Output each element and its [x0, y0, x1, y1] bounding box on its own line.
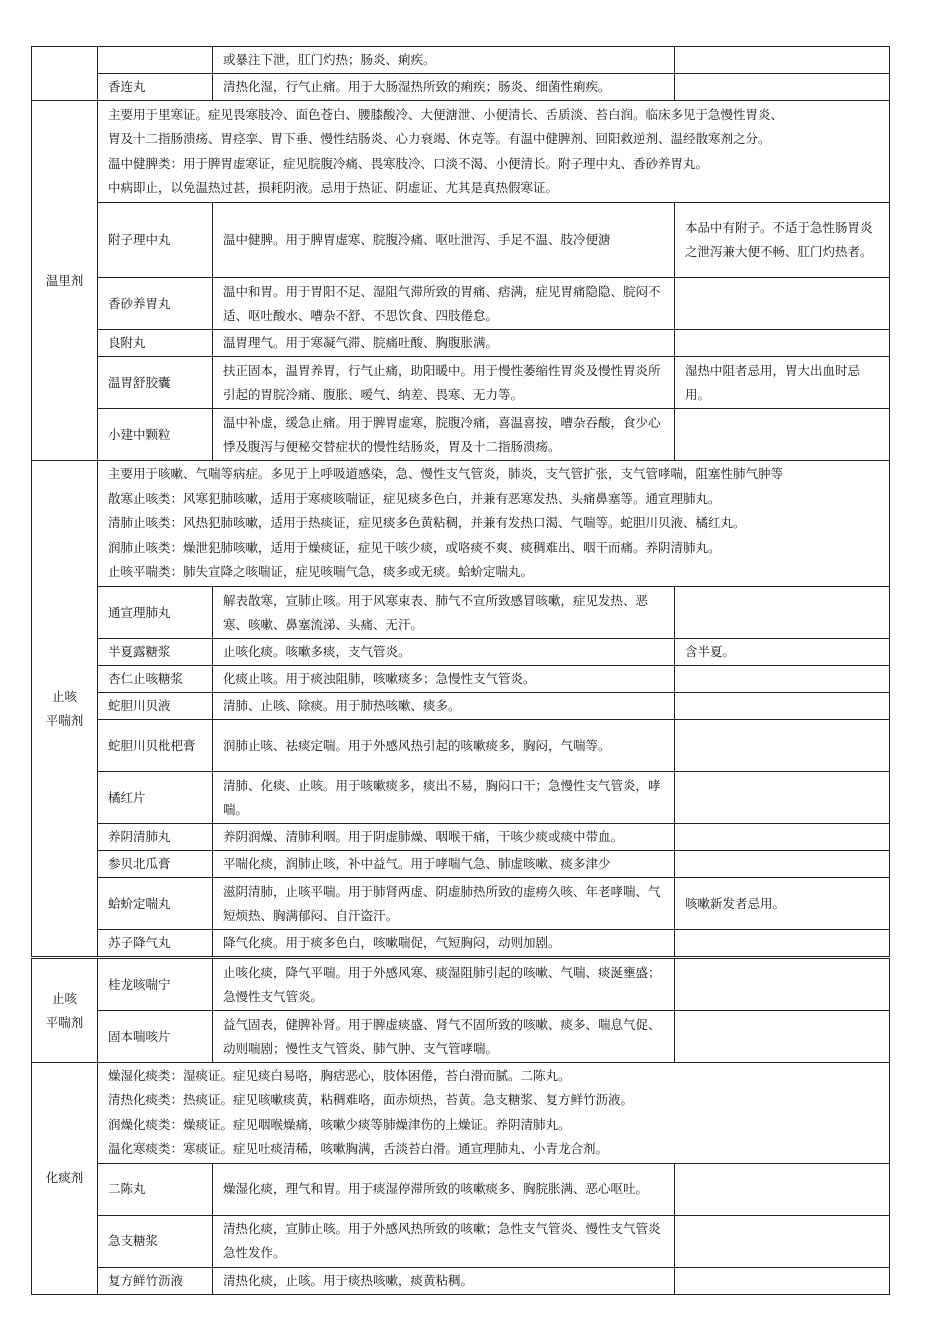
- category-label-line: 平喘剂: [45, 712, 84, 728]
- drug-desc: 温中补虚，缓急止痛。用于脾胃虚寒，脘腹冷痛，喜温喜按，嘈杂吞酸，食少心悸及腹泻与便秘交替症状的慢性结肠炎，胃及十二指肠溃疡。: [213, 409, 675, 461]
- drug-name: 半夏露糖浆: [98, 639, 213, 666]
- intro-line: 主要用于里寒证。症见畏寒肢冷、面色苍白、腰膝酸冷、大便溏泄、小便清长、舌质淡、苔白润。临床多见于急慢性胃炎、: [108, 106, 784, 122]
- drug-note: [675, 278, 890, 330]
- drug-table-page2: [31, 958, 890, 1295]
- drug-desc: 清热化痰，宣肺止咳。用于外感风热所致的咳嗽；急性支气管炎、慢性支气管炎急性发作。: [213, 1215, 675, 1267]
- drug-desc: 养阴润燥、清肺利咽。用于阴虚肺燥、咽喉干痛，干咳少痰或痰中带血。: [213, 824, 675, 851]
- intro-row: [32, 1063, 890, 1164]
- drug-desc: 止咳化痰，降气平喘。用于外感风寒、痰湿阻肺引起的咳嗽、气喘、痰涎壅盛；急慢性支气管炎。: [213, 959, 675, 1011]
- drug-desc: 降气化痰。用于痰多色白，咳嗽喘促，气短胸闷，动则加剧。: [213, 930, 675, 957]
- drug-note: [675, 824, 890, 851]
- drug-name: 桂龙咳喘宁: [98, 959, 213, 1011]
- intro-line: 散寒止咳类：风寒犯肺咳嗽，适用于寒痰咳喘证，症见痰多色白，并兼有恶寒发热、头痛鼻塞等。通宣理肺丸。: [108, 490, 721, 506]
- category-label-line: 止咳: [51, 688, 77, 704]
- drug-desc: 或暴注下泄，肛门灼热；肠炎、痢疾。: [213, 47, 675, 74]
- intro-line: 止咳平喘类：肺失宣降之咳喘证，症见咳喘气急，痰多或无痰。蛤蚧定喘丸。: [108, 564, 534, 580]
- drug-name: 杏仁止咳糖浆: [98, 666, 213, 693]
- table-row: [32, 666, 890, 693]
- table-row: [32, 851, 890, 878]
- drug-desc: 滋阴清肺，止咳平喘。用于肺肾两虚、阴虚肺热所致的虚痨久咳、年老哮喘、气短烦热、胸满郁闷、自汗盗汗。: [213, 878, 675, 930]
- drug-name: 橘红片: [98, 772, 213, 824]
- drug-desc: 平喘化痰，润肺止咳，补中益气。用于哮喘气急、肺虚咳嗽、痰多津少: [213, 851, 675, 878]
- table-row: [32, 47, 890, 74]
- drug-name: 二陈丸: [98, 1163, 213, 1215]
- table-row: [32, 409, 890, 461]
- intro-line: 润肺止咳类：燥泄犯肺咳嗽，适用于燥痰证，症见干咳少痰，或咯痰不爽、痰稠难出、咽干而痛。养阴清肺丸。: [108, 539, 721, 555]
- table-row: [32, 587, 890, 639]
- drug-note: 含半夏。: [675, 639, 890, 666]
- drug-desc: 清热化湿，行气止痛。用于大肠湿热所致的痢疾；肠炎、细菌性痢疾。: [213, 74, 675, 101]
- category-intro: [98, 461, 890, 587]
- category-label-line: 止咳: [51, 990, 77, 1006]
- table-row: [32, 930, 890, 957]
- drug-desc: 解表散寒，宣肺止咳。用于风寒束表、肺气不宣所致感冒咳嗽，症见发热、恶寒、咳嗽、鼻塞流涕、头痛、无汗。: [213, 587, 675, 639]
- table-row: [32, 959, 890, 1011]
- zhike-section: [32, 461, 890, 957]
- table-row: [32, 203, 890, 278]
- table-row: [32, 1011, 890, 1063]
- drug-note: 本品中有附子。不适于急性肠胃炎之泄泻兼大便不畅、肛门灼热者。: [675, 203, 890, 278]
- drug-name: 附子理中丸: [98, 203, 213, 278]
- drug-name: 苏子降气丸: [98, 930, 213, 957]
- category-cell: [32, 47, 98, 101]
- drug-note: [675, 330, 890, 357]
- drug-name: 温胃舒胶囊: [98, 357, 213, 409]
- category-label: [32, 959, 98, 1063]
- drug-name: 香连丸: [98, 74, 213, 101]
- drug-desc: 止咳化痰。咳嗽多痰，支气管炎。: [213, 639, 675, 666]
- table-row: [32, 1267, 890, 1294]
- drug-name: 蛤蚧定喘丸: [98, 878, 213, 930]
- category-label: 温里剂: [32, 101, 98, 461]
- table-row: [32, 639, 890, 666]
- drug-note: 咳嗽新发者忌用。: [675, 878, 890, 930]
- huatan-section: [32, 1063, 890, 1295]
- intro-line: 润燥化痰类：燥痰证。症见咽喉燥痛，咳嗽少痰等肺燥津伤的上燥证。养阴清肺丸。: [108, 1116, 571, 1132]
- drug-note: [675, 1011, 890, 1063]
- zhike-continued-section: [32, 959, 890, 1063]
- drug-note: [675, 666, 890, 693]
- drug-table-page1: [31, 46, 890, 957]
- table-row: [32, 824, 890, 851]
- drug-note: [675, 1215, 890, 1267]
- drug-name: 蛇胆川贝液: [98, 693, 213, 720]
- category-label-line: 平喘剂: [45, 1014, 84, 1030]
- table-row: [32, 330, 890, 357]
- top-section: [32, 47, 890, 101]
- category-label: [32, 461, 98, 957]
- drug-desc: 清肺、止咳、除痰。用于肺热咳嗽、痰多。: [213, 693, 675, 720]
- category-label: 化痰剂: [32, 1063, 98, 1295]
- table-row: [32, 74, 890, 101]
- intro-line: 胃及十二指肠溃疡、胃痉挛、胃下垂、慢性结肠炎、心力衰竭、休克等。有温中健脾剂、回阳救逆剂、温经散寒剂之分。: [108, 131, 771, 147]
- intro-line: 燥湿化痰类：湿痰证。症见痰白易咯，胸痞恶心，肢体困倦，苔白滑而腻。二陈丸。: [108, 1068, 571, 1083]
- intro-line: 清热化痰类：热痰证。症见咳嗽痰黄，粘稠难咯，面赤烦热，苔黄。急支糖浆、复方鲜竹沥液。: [108, 1092, 634, 1108]
- intro-line: 温中健脾类：用于脾胃虚寒证，症见脘腹冷痛、畏寒肢冷、口淡不渴、小便清长。附子理中丸、香砂养胃丸。: [108, 155, 709, 171]
- drug-name: 复方鲜竹沥液: [98, 1267, 213, 1294]
- intro-row: [32, 461, 890, 587]
- intro-row: [32, 101, 890, 203]
- drug-desc: 扶正固本，温胃养胃，行气止痛，助阳暖中。用于慢性萎缩性胃炎及慢性胃炎所引起的胃脘冷痛、腹胀、嗳气、纳差、畏寒、无力等。: [213, 357, 675, 409]
- drug-note: [675, 1267, 890, 1294]
- drug-desc: 清热化痰，止咳。用于痰热咳嗽，痰黄粘稠。: [213, 1267, 675, 1294]
- table-row: [32, 357, 890, 409]
- category-intro: [98, 1063, 890, 1164]
- drug-note: [675, 587, 890, 639]
- drug-name: 香砂养胃丸: [98, 278, 213, 330]
- drug-name: 小建中颗粒: [98, 409, 213, 461]
- drug-note: [675, 409, 890, 461]
- drug-desc: 化痰止咳。用于痰浊阻肺，咳嗽痰多；急慢性支气管炎。: [213, 666, 675, 693]
- drug-desc: 益气固表，健脾补肾。用于脾虚痰盛、肾气不固所致的咳嗽、痰多、喘息气促、动则喘剧；慢性支气管炎、肺气肿、支气管哮喘。: [213, 1011, 675, 1063]
- drug-name: 固本喘咳片: [98, 1011, 213, 1063]
- table-row: [32, 720, 890, 772]
- drug-desc: 温中和胃。用于胃阳不足、湿阻气滞所致的胃痛、痞满，症见胃痛隐隐、脘闷不适、呕吐酸水、嘈杂不舒、不思饮食、四肢倦怠。: [213, 278, 675, 330]
- drug-name: 通宣理肺丸: [98, 587, 213, 639]
- drug-note: [675, 74, 890, 101]
- drug-note: [675, 1163, 890, 1215]
- drug-desc: 清肺、化痰、止咳。用于咳嗽痰多，痰出不易，胸闷口干；急慢性支气管炎，哮喘。: [213, 772, 675, 824]
- table-row: [32, 878, 890, 930]
- table-row: [32, 693, 890, 720]
- table-row: [32, 278, 890, 330]
- drug-note: [675, 720, 890, 772]
- drug-name: [98, 47, 213, 74]
- drug-desc: 润肺止咳、祛痰定喘。用于外感风热引起的咳嗽痰多，胸闷，气喘等。: [213, 720, 675, 772]
- drug-desc: 温中健脾。用于脾胃虚寒、脘腹冷痛、呕吐泄泻、手足不温、肢冷便溏: [213, 203, 675, 278]
- table-row: [32, 1163, 890, 1215]
- category-intro: [98, 101, 890, 203]
- table-row: [32, 772, 890, 824]
- drug-name: 参贝北瓜膏: [98, 851, 213, 878]
- drug-note: [675, 930, 890, 957]
- drug-note: [675, 772, 890, 824]
- drug-note: [675, 851, 890, 878]
- drug-desc: 温胃理气。用于寒凝气滞、脘痛吐酸、胸腹胀满。: [213, 330, 675, 357]
- intro-line: 主要用于咳嗽、气喘等病症。多见于上呼吸道感染，急、慢性支气管炎，肺炎，支气管扩张，支气管哮喘，阻塞性肺气肿等: [108, 466, 784, 482]
- drug-desc: 燥湿化痰，理气和胃。用于痰湿停滞所致的咳嗽痰多、胸脘胀满、恶心呕吐。: [213, 1163, 675, 1215]
- intro-line: 温化寒痰类：寒痰证。症见吐痰清稀，咳嗽胸满，舌淡苔白滑。通宣理肺丸、小青龙合剂。: [108, 1141, 609, 1157]
- intro-line: 清肺止咳类：风热犯肺咳嗽，适用于热痰证，症见痰多色黄粘稠，并兼有发热口渴、气喘等。蛇胆川贝液、橘红丸。: [108, 515, 746, 531]
- table-row: [32, 1215, 890, 1267]
- drug-note: [675, 959, 890, 1011]
- drug-note: [675, 47, 890, 74]
- drug-name: 急支糖浆: [98, 1215, 213, 1267]
- wenli-section: [32, 101, 890, 461]
- drug-name: 良附丸: [98, 330, 213, 357]
- drug-name: 蛇胆川贝枇杷膏: [98, 720, 213, 772]
- intro-line: 中病即止，以免温热过甚，损耗阴液。忌用于热证、阴虚证、尤其是真热假寒证。: [108, 179, 559, 195]
- drug-note: [675, 693, 890, 720]
- drug-name: 养阴清肺丸: [98, 824, 213, 851]
- drug-note: 湿热中阻者忌用，胃大出血时忌用。: [675, 357, 890, 409]
